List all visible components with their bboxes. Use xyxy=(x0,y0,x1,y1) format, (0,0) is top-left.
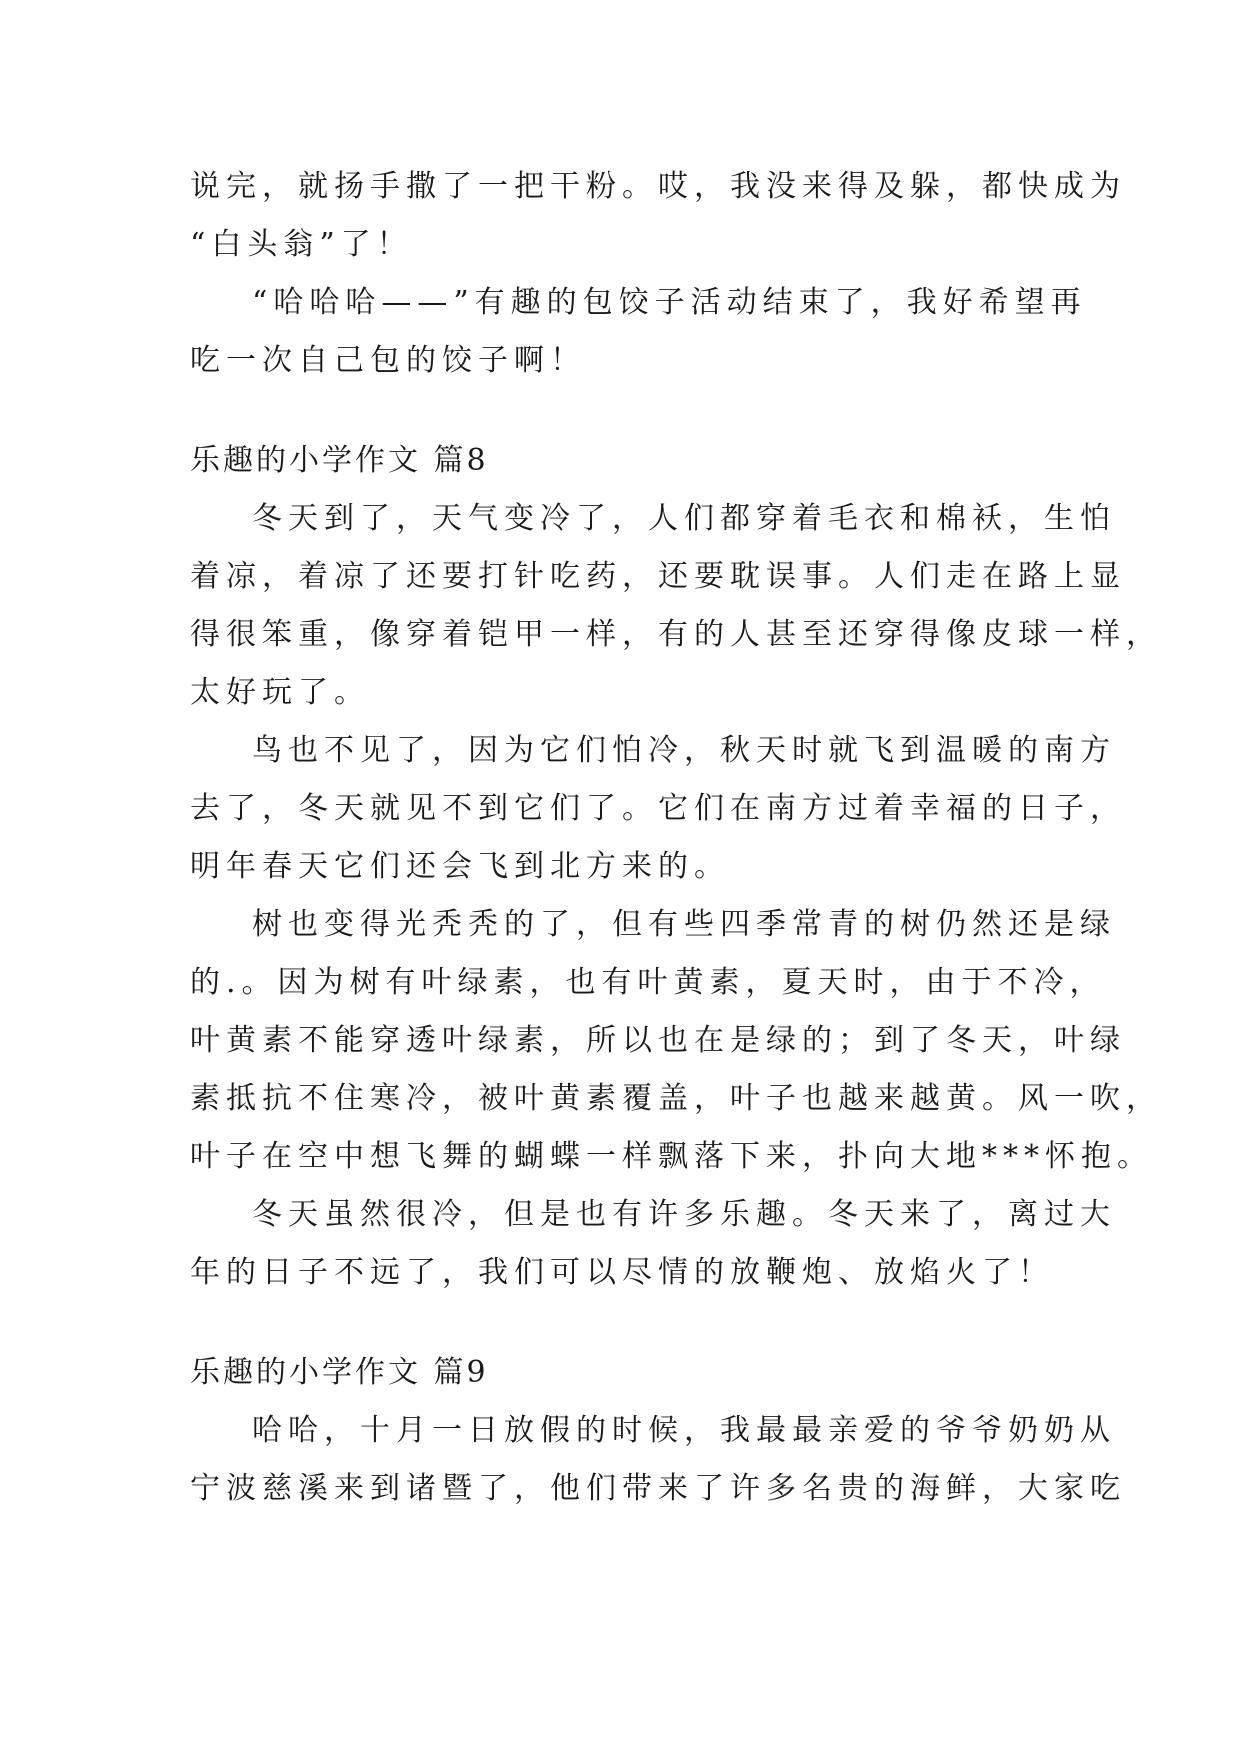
paragraph-line: 说完，就扬手撒了一把干粉。哎，我没来得及躲，都快成为 xyxy=(190,169,1126,204)
paragraph-line: 哈哈，十月一日放假的时候，我最最亲爱的爷爷奶奶从 xyxy=(252,1413,1116,1448)
section-gap xyxy=(190,1302,1050,1344)
section-gap xyxy=(190,390,1050,432)
paragraph-line: 树也变得光秃秃的了，但有些四季常青的树仍然还是绿 xyxy=(252,907,1116,942)
paragraph-line: 得很笨重，像穿着铠甲一样，有的人甚至还穿得像皮球一样， xyxy=(190,617,1162,652)
section-heading: 乐趣的小学作文 篇8 xyxy=(190,443,489,478)
document-body xyxy=(190,158,1162,1518)
paragraph-line: 鸟也不见了，因为它们怕冷，秋天时就飞到温暖的南方 xyxy=(252,733,1116,768)
paragraph-line: 着凉，着凉了还要打针吃药，还要耽误事。人们走在路上显 xyxy=(190,559,1126,594)
section-heading: 乐趣的小学作文 篇9 xyxy=(190,1355,489,1390)
paragraph-line: 去了，冬天就见不到它们了。它们在南方过着幸福的日子， xyxy=(190,791,1126,826)
paragraph-line: 素抵抗不住寒冷，被叶黄素覆盖，叶子也越来越黄。风一吹， xyxy=(190,1081,1162,1116)
paragraph-line: 冬天虽然很冷，但是也有许多乐趣。冬天来了，离过大 xyxy=(252,1197,1116,1232)
paragraph-line: 宁波慈溪来到诸暨了，他们带来了许多名贵的海鲜，大家吃 xyxy=(190,1471,1126,1506)
paragraph-line: 明年春天它们还会飞到北方来的。 xyxy=(190,849,730,884)
paragraph-line: 冬天到了，天气变冷了，人们都穿着毛衣和棉袄，生怕 xyxy=(252,501,1116,536)
paragraph-line: 年的日子不远了，我们可以尽情的放鞭炮、放焰火了！ xyxy=(190,1255,1054,1290)
paragraph-line: 的.。因为树有叶绿素，也有叶黄素，夏天时，由于不冷， xyxy=(190,965,1106,1000)
paragraph-line: 叶子在空中想飞舞的蝴蝶一样飘落下来，扑向大地***怀抱。 xyxy=(190,1139,1153,1174)
paragraph-line: 吃一次自己包的饺子啊！ xyxy=(190,343,586,378)
paragraph-line: 太好玩了。 xyxy=(190,675,370,710)
paragraph-line: “白头翁”了！ xyxy=(190,227,413,262)
paragraph-line: “哈哈哈——”有趣的包饺子活动结束了，我好希望再 xyxy=(252,285,1087,320)
paragraph-line: 叶黄素不能穿透叶绿素，所以也在是绿的；到了冬天，叶绿 xyxy=(190,1023,1126,1058)
